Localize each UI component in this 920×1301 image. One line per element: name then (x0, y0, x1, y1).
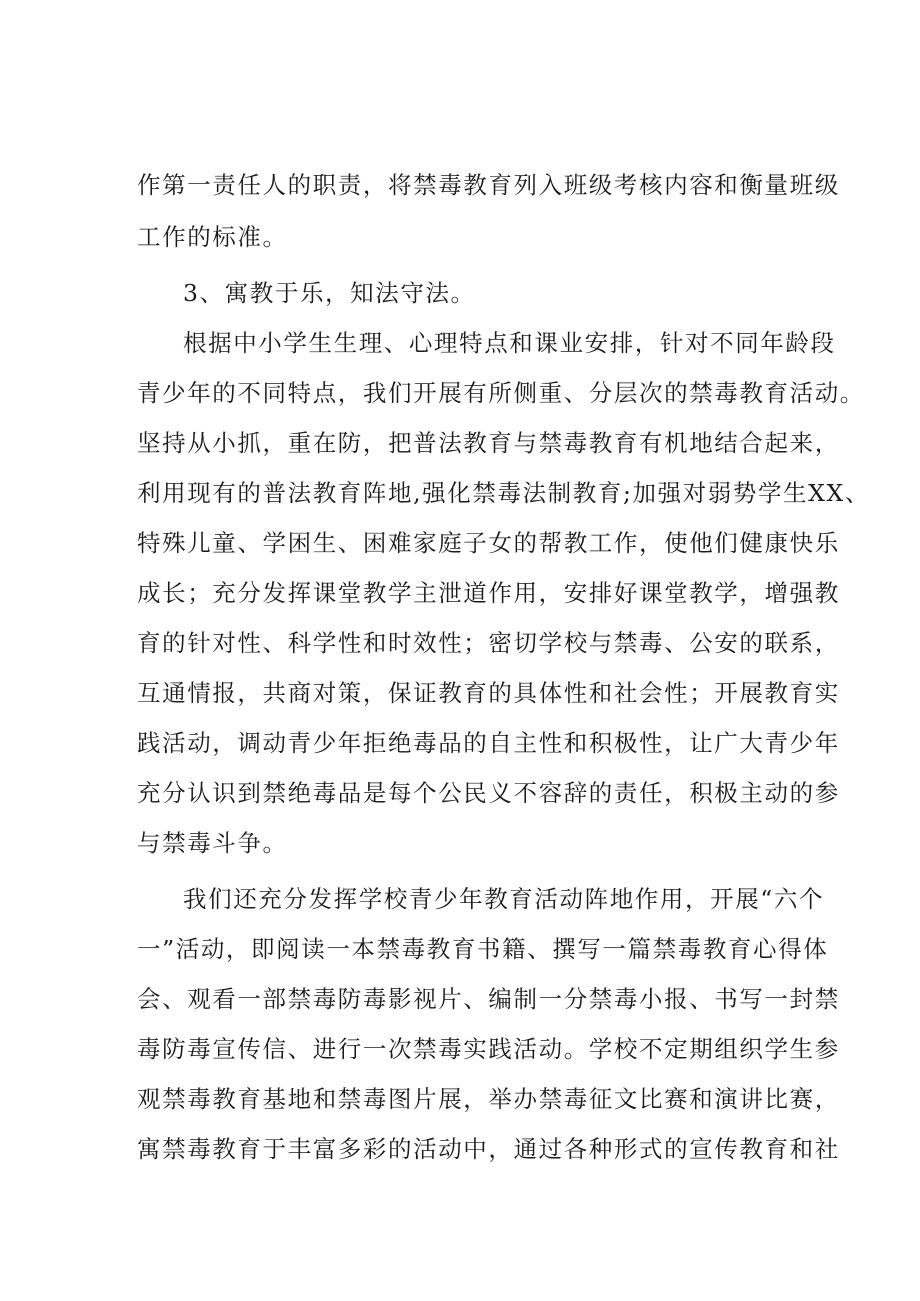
text-line: 成长；充分发挥课堂教学主泄道作用，安排好课堂教学，增强教 (137, 579, 840, 607)
paragraph-start: 根据中小学生生理、心理特点和课业安排，针对不同年龄段 (183, 329, 836, 357)
text-line: 育的针对性、科学性和时效性；密切学校与禁毒、公安的联系， (137, 629, 840, 657)
text-line: 作第一责任人的职责，将禁毒教育列入班级考核内容和衡量班级 (137, 171, 840, 199)
text-line: 青少年的不同特点，我们开展有所侧重、分层次的禁毒教育活动。 (137, 379, 865, 407)
text-line: 坚持从小抓，重在防，把普法教育与禁毒教育有机地结合起来， (137, 429, 840, 457)
section-heading: 3、寓教于乐，知法守法。 (183, 279, 476, 307)
text-line: 一”活动，即阅读一本禁毒教育书籍、撰写一篇禁毒教育心得体 (137, 935, 829, 963)
text-line: 工作的标准。 (137, 223, 288, 251)
text-line: 与禁毒斗争。 (137, 829, 288, 857)
text-line: 会、观看一部禁毒防毒影视片、编制一分禁毒小报、书写一封禁 (137, 985, 840, 1013)
text-line: 观禁毒教育基地和禁毒图片展，举办禁毒征文比赛和演讲比赛， (137, 1085, 840, 1113)
text-line: 互通情报，共商对策，保证教育的具体性和社会性；开展教育实 (137, 679, 840, 707)
paragraph-start: 我们还充分发挥学校青少年教育活动阵地作用，开展“六个 (183, 885, 825, 913)
text-line: 寓禁毒教育于丰富多彩的活动中，通过各种形式的宣传教育和社 (137, 1135, 840, 1163)
text-line: 毒防毒宣传信、进行一次禁毒实践活动。学校不定期组织学生参 (137, 1035, 840, 1063)
text-line: 特殊儿童、学困生、困难家庭子女的帮教工作，使他们健康快乐 (137, 529, 840, 557)
text-line: 利用现有的普法教育阵地,强化禁毒法制教育;加强对弱势学生XX、 (137, 479, 870, 507)
text-line: 充分认识到禁绝毒品是每个公民义不容辞的责任，积极主动的参 (137, 779, 840, 807)
text-line: 践活动，调动青少年拒绝毒品的自主性和积极性，让广大青少年 (137, 729, 840, 757)
